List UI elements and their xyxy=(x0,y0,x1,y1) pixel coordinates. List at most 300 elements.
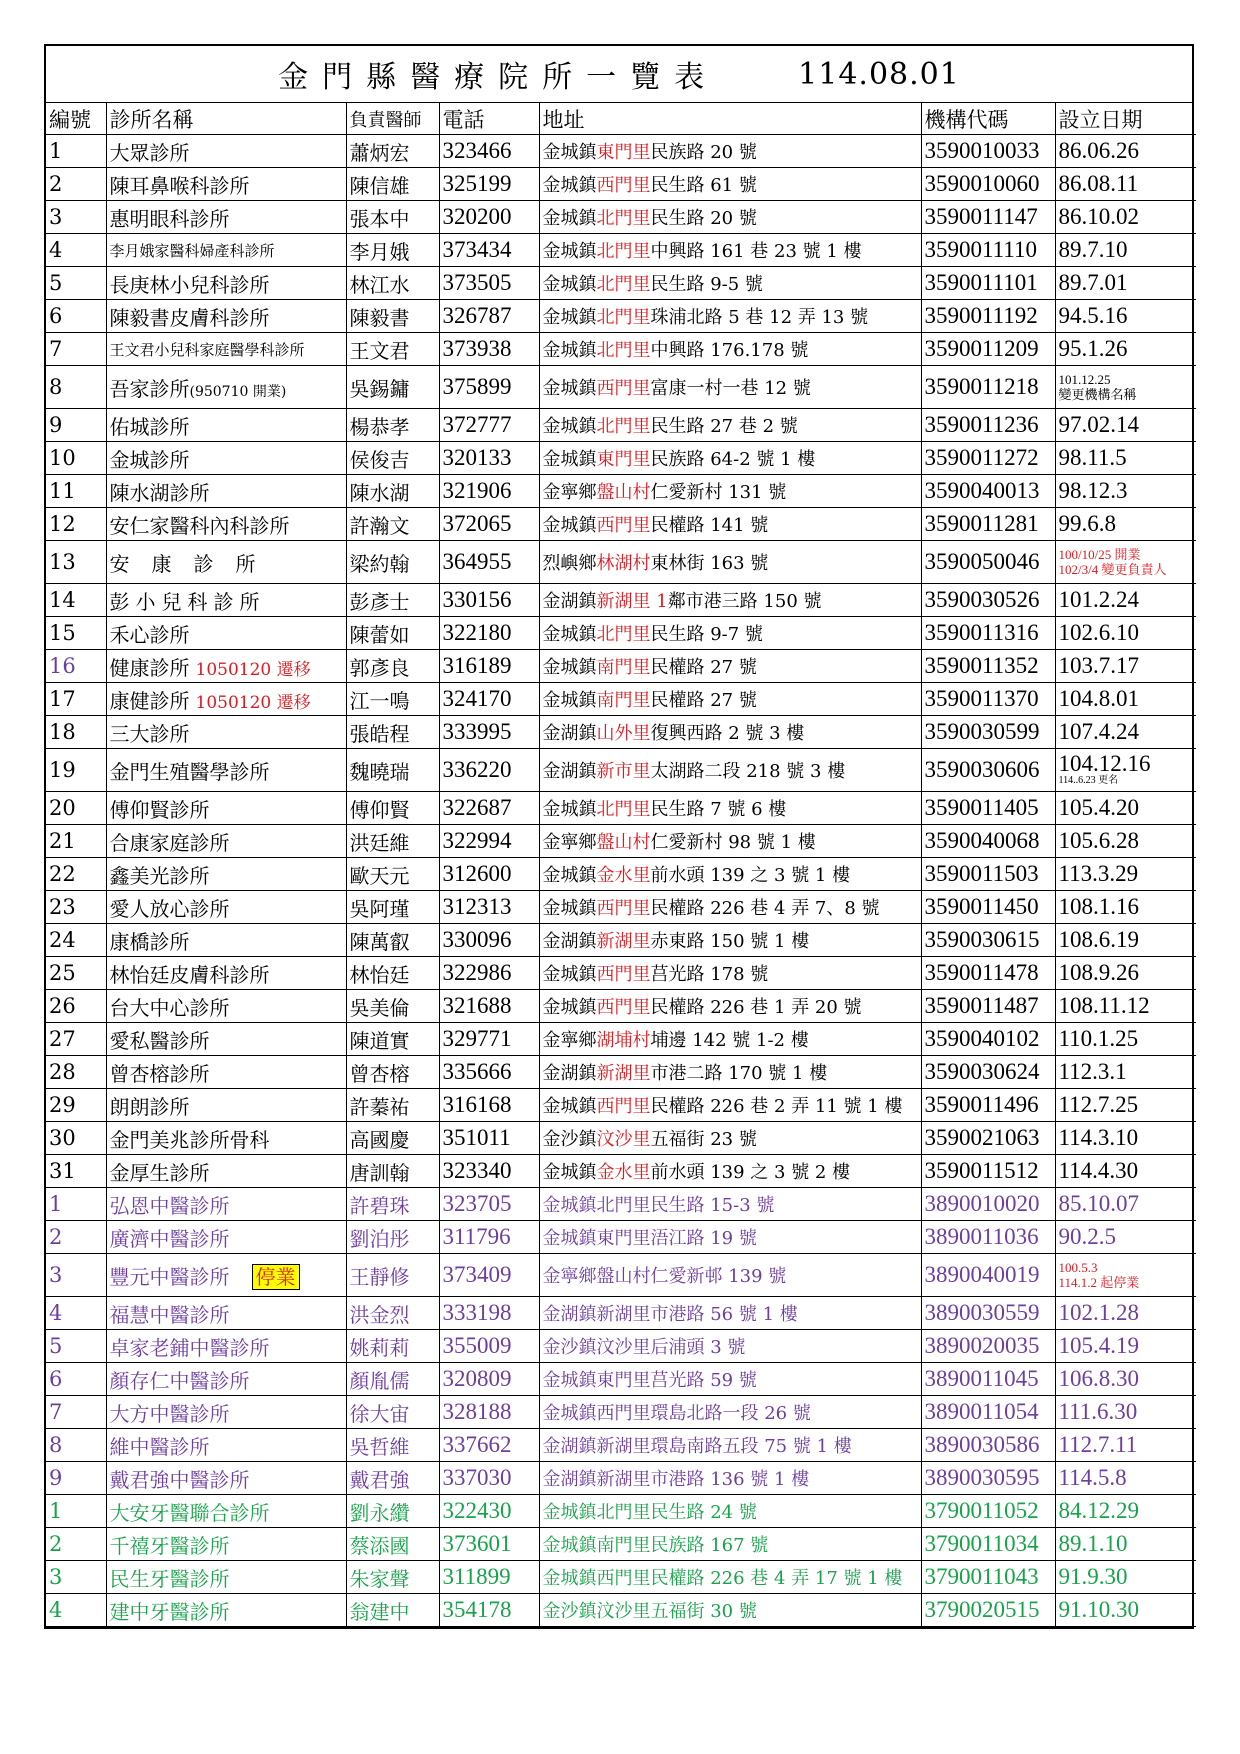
clinic-address xyxy=(539,957,921,990)
address-township: 金寧鄉 xyxy=(542,482,597,503)
clinic-name xyxy=(106,1089,346,1122)
institution-code: 3590011281 xyxy=(921,508,1055,541)
clinic-name xyxy=(106,508,346,541)
phone-number: 373505 xyxy=(439,267,539,300)
established-date-text: 112.7.25 xyxy=(1058,1092,1139,1117)
institution-code: 3590011352 xyxy=(921,650,1055,683)
address-township: 金湖鎮 xyxy=(542,1063,597,1084)
row-no: 9 xyxy=(46,1462,106,1495)
doctor-name: 曾杏榕 xyxy=(346,1056,439,1089)
doctor-name: 吳錫鏞 xyxy=(346,366,439,409)
established-date-text: 86.08.11 xyxy=(1058,171,1139,196)
table-row xyxy=(46,541,1196,584)
clinic-name xyxy=(106,1122,346,1155)
established-date xyxy=(1055,1429,1196,1462)
institution-code: 3590011218 xyxy=(921,366,1055,409)
address-street: 太湖路二段 218 號 3 樓 xyxy=(650,761,846,782)
clinic-name-text: 陳毅書皮膚科診所 xyxy=(109,305,270,330)
clinic-address xyxy=(539,749,921,792)
clinic-name-note: 1050120 遷移 xyxy=(195,692,311,713)
phone-number: 324170 xyxy=(439,683,539,716)
header-date: 設立日期 xyxy=(1055,103,1196,135)
established-date xyxy=(1055,957,1196,990)
established-date-text: 103.7.17 xyxy=(1058,653,1139,678)
established-date xyxy=(1055,749,1196,792)
table-row xyxy=(46,442,1196,475)
established-date-text: 102.1.28 xyxy=(1058,1300,1139,1325)
phone-number: 321688 xyxy=(439,990,539,1023)
clinic-name xyxy=(106,1023,346,1056)
row-no: 31 xyxy=(46,1155,106,1188)
institution-code: 3590010060 xyxy=(921,168,1055,201)
table-row xyxy=(46,475,1196,508)
institution-code: 3590011370 xyxy=(921,683,1055,716)
address-township: 金城鎮 xyxy=(542,416,597,437)
doctor-name: 江一鳴 xyxy=(346,683,439,716)
clinic-name xyxy=(106,792,346,825)
clinic-name-text: 三大診所 xyxy=(109,721,190,746)
phone-number: 326787 xyxy=(439,300,539,333)
title-row xyxy=(46,46,1192,103)
table-row xyxy=(46,650,1196,683)
phone-number: 322687 xyxy=(439,792,539,825)
institution-code: 3590011236 xyxy=(921,409,1055,442)
institution-code: 3590011450 xyxy=(921,891,1055,924)
clinic-name xyxy=(106,333,346,366)
table-row xyxy=(46,990,1196,1023)
doctor-name: 陳水湖 xyxy=(346,475,439,508)
established-date-text: 105.4.19 xyxy=(1058,1333,1139,1358)
clinic-address: 金城鎮南門里民族路 167 號 xyxy=(539,1528,921,1561)
table-row xyxy=(46,234,1196,267)
phone-number: 330156 xyxy=(439,584,539,617)
established-date xyxy=(1055,617,1196,650)
institution-code: 3590011503 xyxy=(921,858,1055,891)
clinic-name-text: 傅仰賢診所 xyxy=(109,797,210,822)
address-village: 湖埔村 xyxy=(596,1030,651,1051)
established-date-text: 112.7.11 xyxy=(1058,1432,1138,1457)
row-no: 25 xyxy=(46,957,106,990)
institution-code: 3590040068 xyxy=(921,825,1055,858)
institution-code: 3590030615 xyxy=(921,924,1055,957)
address-township: 金湖鎮 xyxy=(542,931,597,952)
doctor-name: 侯俊吉 xyxy=(346,442,439,475)
row-no: 17 xyxy=(46,683,106,716)
established-date-text: 101.2.24 xyxy=(1058,587,1139,612)
tcm-table-row xyxy=(46,1363,1196,1396)
header-code: 機構代碼 xyxy=(921,103,1055,135)
clinic-name-note: 1050120 遷移 xyxy=(195,659,311,680)
established-date-text: 114.5.8 xyxy=(1058,1465,1127,1490)
tcm-table-row xyxy=(46,1221,1196,1254)
address-village: 東門里 xyxy=(596,449,651,470)
table-row xyxy=(46,409,1196,442)
established-date-text: 108.1.16 xyxy=(1058,894,1139,919)
phone-number: 323466 xyxy=(439,135,539,168)
established-date-text: 108.11.12 xyxy=(1058,993,1150,1018)
phone-number: 329771 xyxy=(439,1023,539,1056)
address-street: 五福街 23 號 xyxy=(650,1129,757,1150)
institution-code: 3590040102 xyxy=(921,1023,1055,1056)
address-village: 北門里 xyxy=(596,274,651,295)
row-no: 4 xyxy=(46,234,106,267)
table-row xyxy=(46,749,1196,792)
clinic-name-text: 林怡廷皮膚科診所 xyxy=(109,962,270,987)
clinic-address xyxy=(539,300,921,333)
institution-code: 3890030586 xyxy=(921,1429,1055,1462)
row-no: 2 xyxy=(46,1528,106,1561)
established-date-text: 114.3.10 xyxy=(1058,1125,1139,1150)
address-village: 盤山村 xyxy=(596,832,651,853)
address-street: 民生路 20 號 xyxy=(650,208,757,229)
doctor-name: 陳道實 xyxy=(346,1023,439,1056)
row-no: 23 xyxy=(46,891,106,924)
address-township: 金城鎮 xyxy=(542,657,597,678)
address-street: 民族路 20 號 xyxy=(650,142,757,163)
address-township: 金城鎮 xyxy=(542,964,597,985)
phone-number: 321906 xyxy=(439,475,539,508)
established-date xyxy=(1055,1297,1196,1330)
dental-table-row xyxy=(46,1561,1196,1594)
dental-table-row xyxy=(46,1528,1196,1561)
table-row xyxy=(46,617,1196,650)
established-date xyxy=(1055,650,1196,683)
clinic-name xyxy=(106,409,346,442)
row-no: 2 xyxy=(46,1221,106,1254)
phone-number: 355009 xyxy=(439,1330,539,1363)
address-township: 金城鎮 xyxy=(542,378,597,399)
established-date-text: 107.4.24 xyxy=(1058,719,1139,744)
row-no: 3 xyxy=(46,1254,106,1297)
clinic-address xyxy=(539,1155,921,1188)
doctor-name: 洪廷維 xyxy=(346,825,439,858)
address-street: 民權路 27 號 xyxy=(650,657,757,678)
clinic-address xyxy=(539,617,921,650)
established-date xyxy=(1055,234,1196,267)
doctor-name: 蔡添國 xyxy=(346,1528,439,1561)
institution-code: 3590011272 xyxy=(921,442,1055,475)
clinic-name-text: 合康家庭診所 xyxy=(109,830,230,855)
phone-number: 312600 xyxy=(439,858,539,891)
row-no: 27 xyxy=(46,1023,106,1056)
phone-number: 373434 xyxy=(439,234,539,267)
address-street: 民權路 226 巷 4 弄 7、8 號 xyxy=(650,898,880,919)
row-no: 24 xyxy=(46,924,106,957)
address-village: 北門里 xyxy=(596,624,651,645)
table-row xyxy=(46,1122,1196,1155)
address-street: 東林街 163 號 xyxy=(650,553,769,574)
established-date-text: 110.1.25 xyxy=(1058,1026,1139,1051)
institution-code: 3590011192 xyxy=(921,300,1055,333)
established-date-text: 90.2.5 xyxy=(1058,1224,1116,1249)
doctor-name: 吳美倫 xyxy=(346,990,439,1023)
doctor-name: 魏曉瑞 xyxy=(346,749,439,792)
clinic-name-text: 大方中醫診所 xyxy=(109,1401,230,1426)
address-township: 金寧鄉 xyxy=(542,1030,597,1051)
clinic-name-text: 金城診所 xyxy=(109,447,190,472)
address-village: 西門里 xyxy=(596,175,651,196)
phone-number: 312313 xyxy=(439,891,539,924)
address-village: 西門里 xyxy=(596,898,651,919)
row-no: 4 xyxy=(46,1594,106,1627)
doctor-name: 洪金烈 xyxy=(346,1297,439,1330)
institution-code: 3890020035 xyxy=(921,1330,1055,1363)
address-street: 民權路 27 號 xyxy=(650,690,757,711)
address-village: 盤山村 xyxy=(596,482,651,503)
address-street: 埔邊 142 號 1-2 樓 xyxy=(650,1030,809,1051)
header-doctor: 負責醫師 xyxy=(346,103,439,135)
address-township: 金城鎮 xyxy=(542,799,597,820)
institution-code: 3890030595 xyxy=(921,1462,1055,1495)
address-township: 金城鎮 xyxy=(542,340,597,361)
address-street: 民權路 226 巷 1 弄 20 號 xyxy=(650,997,862,1018)
institution-code: 3590011478 xyxy=(921,957,1055,990)
phone-number: 375899 xyxy=(439,366,539,409)
address-village: 山外里 xyxy=(596,723,651,744)
clinic-name-text: 金厚生診所 xyxy=(109,1160,210,1185)
doctor-name: 王文君 xyxy=(346,333,439,366)
institution-code: 3890010020 xyxy=(921,1188,1055,1221)
doctor-name: 高國慶 xyxy=(346,1122,439,1155)
address-township: 金城鎮 xyxy=(542,208,597,229)
address-street: 復興西路 2 號 3 樓 xyxy=(650,723,805,744)
established-date xyxy=(1055,1396,1196,1429)
established-date-text: 104.12.16 xyxy=(1058,751,1151,776)
address-township: 金城鎮 xyxy=(542,690,597,711)
table-row xyxy=(46,508,1196,541)
address-township: 金湖鎮 xyxy=(542,723,597,744)
institution-code: 3790011052 xyxy=(921,1495,1055,1528)
clinic-name-text: 大眾診所 xyxy=(109,140,190,165)
address-township: 金城鎮 xyxy=(542,898,597,919)
established-date-text: 97.02.14 xyxy=(1058,412,1139,437)
clinic-address xyxy=(539,924,921,957)
clinic-name-text: 愛私醫診所 xyxy=(109,1028,210,1053)
established-date xyxy=(1055,201,1196,234)
clinic-name xyxy=(106,1363,346,1396)
clinic-list-sheet xyxy=(44,44,1194,1629)
clinic-name xyxy=(106,1462,346,1495)
table-row xyxy=(46,1023,1196,1056)
clinic-name xyxy=(106,924,346,957)
clinic-name-text: 陳水湖診所 xyxy=(109,480,210,505)
clinic-name xyxy=(106,858,346,891)
address-village: 東門里 xyxy=(596,142,651,163)
established-date-text: 99.6.8 xyxy=(1058,511,1116,536)
clinic-address: 金城鎮西門里民權路 226 巷 4 弄 17 號 1 樓 xyxy=(539,1561,921,1594)
row-no: 30 xyxy=(46,1122,106,1155)
clinic-name xyxy=(106,749,346,792)
doctor-name: 張本中 xyxy=(346,201,439,234)
clinic-address xyxy=(539,858,921,891)
phone-number: 372777 xyxy=(439,409,539,442)
established-date xyxy=(1055,1056,1196,1089)
address-township: 金城鎮 xyxy=(542,865,597,886)
address-street: 富康一村一巷 12 號 xyxy=(650,378,811,399)
address-village: 南門里 xyxy=(596,690,651,711)
institution-code: 3590011147 xyxy=(921,201,1055,234)
row-no: 9 xyxy=(46,409,106,442)
clinic-name xyxy=(106,891,346,924)
doctor-name: 李月娥 xyxy=(346,234,439,267)
established-date xyxy=(1055,1089,1196,1122)
clinic-name xyxy=(106,1396,346,1429)
established-date xyxy=(1055,1363,1196,1396)
row-no: 6 xyxy=(46,300,106,333)
established-date-text: 105.4.20 xyxy=(1058,795,1139,820)
doctor-name: 吳哲維 xyxy=(346,1429,439,1462)
table-row xyxy=(46,825,1196,858)
phone-number: 337030 xyxy=(439,1462,539,1495)
established-date xyxy=(1055,683,1196,716)
clinic-address xyxy=(539,683,921,716)
established-date xyxy=(1055,1023,1196,1056)
established-date xyxy=(1055,1462,1196,1495)
institution-code: 3590050046 xyxy=(921,541,1055,584)
doctor-name: 林江水 xyxy=(346,267,439,300)
institution-code: 3590011487 xyxy=(921,990,1055,1023)
established-date xyxy=(1055,1122,1196,1155)
established-date-text: 86.10.02 xyxy=(1058,204,1139,229)
row-no: 21 xyxy=(46,825,106,858)
clinic-name-text: 顏存仁中醫診所 xyxy=(109,1368,250,1393)
clinic-address: 金湖鎮新湖里市港路 56 號 1 樓 xyxy=(539,1297,921,1330)
doctor-name: 王靜修 xyxy=(346,1254,439,1297)
row-no: 3 xyxy=(46,1561,106,1594)
established-date xyxy=(1055,1188,1196,1221)
table-row xyxy=(46,1155,1196,1188)
clinic-name-note: (950710 開業) xyxy=(189,383,287,400)
row-no: 7 xyxy=(46,1396,106,1429)
institution-code: 3890040019 xyxy=(921,1254,1055,1297)
phone-number: 316168 xyxy=(439,1089,539,1122)
clinic-address xyxy=(539,1023,921,1056)
clinic-name-text: 愛人放心診所 xyxy=(109,896,230,921)
doctor-name: 翁建中 xyxy=(346,1594,439,1627)
address-village: 西門里 xyxy=(596,378,651,399)
established-date-text: 94.5.16 xyxy=(1058,303,1128,328)
doctor-name: 許碧珠 xyxy=(346,1188,439,1221)
clinic-address xyxy=(539,442,921,475)
doctor-name: 林怡廷 xyxy=(346,957,439,990)
clinic-name xyxy=(106,1297,346,1330)
address-street: 赤東路 150 號 1 樓 xyxy=(650,931,810,952)
institution-code: 3590011512 xyxy=(921,1155,1055,1188)
address-village: 北門里 xyxy=(596,241,651,262)
clinic-address: 金沙鎮汶沙里后浦頭 3 號 xyxy=(539,1330,921,1363)
clinic-address xyxy=(539,201,921,234)
phone-number: 373938 xyxy=(439,333,539,366)
phone-number: 323340 xyxy=(439,1155,539,1188)
clinic-name-text: 維中醫診所 xyxy=(109,1434,210,1459)
clinic-name-text: 福慧中醫診所 xyxy=(109,1302,230,1327)
institution-code: 3890030559 xyxy=(921,1297,1055,1330)
doctor-name: 劉永纘 xyxy=(346,1495,439,1528)
phone-number: 325199 xyxy=(439,168,539,201)
clinic-name-text: 安仁家醫科內科診所 xyxy=(109,513,290,538)
established-date xyxy=(1055,792,1196,825)
row-no: 1 xyxy=(46,1495,106,1528)
address-village: 北門里 xyxy=(596,799,651,820)
phone-number: 311796 xyxy=(439,1221,539,1254)
clinic-name-text: 陳耳鼻喉科診所 xyxy=(109,173,250,198)
established-date-text: 89.7.01 xyxy=(1058,270,1128,295)
row-no: 13 xyxy=(46,541,106,584)
established-date-text: 105.6.28 xyxy=(1058,828,1139,853)
institution-code: 3790011043 xyxy=(921,1561,1055,1594)
established-date xyxy=(1055,990,1196,1023)
table-row xyxy=(46,333,1196,366)
doctor-name: 郭彥良 xyxy=(346,650,439,683)
clinic-name-text: 金門生殖醫學診所 xyxy=(109,759,270,784)
clinic-address xyxy=(539,1056,921,1089)
row-no: 22 xyxy=(46,858,106,891)
address-township: 金城鎮 xyxy=(542,241,597,262)
clinic-name xyxy=(106,1188,346,1221)
phone-number: 320200 xyxy=(439,201,539,234)
tcm-table-row xyxy=(46,1188,1196,1221)
clinic-name: 大安牙醫聯合診所 xyxy=(106,1495,346,1528)
established-date xyxy=(1055,300,1196,333)
table-row xyxy=(46,201,1196,234)
clinic-address xyxy=(539,1122,921,1155)
phone-number: 322994 xyxy=(439,825,539,858)
established-date-text: 108.9.26 xyxy=(1058,960,1139,985)
address-township: 金城鎮 xyxy=(542,997,597,1018)
address-village: 金水里 xyxy=(596,865,651,886)
institution-code: 3590021063 xyxy=(921,1122,1055,1155)
established-date xyxy=(1055,333,1196,366)
established-date: 89.1.10 xyxy=(1055,1528,1196,1561)
row-no: 20 xyxy=(46,792,106,825)
address-village: 新湖里 xyxy=(596,1063,651,1084)
address-street: 中興路 161 巷 23 號 1 樓 xyxy=(650,241,862,262)
row-no: 10 xyxy=(46,442,106,475)
clinic-address xyxy=(539,135,921,168)
tcm-table-row xyxy=(46,1297,1196,1330)
established-date-text: 95.1.26 xyxy=(1058,336,1128,361)
clinic-address xyxy=(539,716,921,749)
address-street: 市港二路 170 號 1 樓 xyxy=(650,1063,828,1084)
clinic-address xyxy=(539,475,921,508)
address-township: 金城鎮 xyxy=(542,274,597,295)
clinic-address xyxy=(539,168,921,201)
established-date xyxy=(1055,366,1196,409)
address-street: 民生路 27 巷 2 號 xyxy=(650,416,798,437)
phone-number: 328188 xyxy=(439,1396,539,1429)
table-row xyxy=(46,1089,1196,1122)
clinic-address xyxy=(539,650,921,683)
institution-code: 3590011496 xyxy=(921,1089,1055,1122)
institution-code: 3590030526 xyxy=(921,584,1055,617)
tcm-table-row xyxy=(46,1330,1196,1363)
established-date-text: 100.5.3 xyxy=(1058,1260,1098,1275)
established-date-note: 變更機構名稱 xyxy=(1058,387,1137,402)
clinic-name xyxy=(106,1221,346,1254)
address-township: 金城鎮 xyxy=(542,142,597,163)
address-street: 民生路 61 號 xyxy=(650,175,757,196)
clinic-name-text: 禾心診所 xyxy=(109,622,190,647)
doctor-name: 楊恭孝 xyxy=(346,409,439,442)
header-row xyxy=(46,103,1196,135)
established-date-note: 114..6.23 更名 xyxy=(1058,775,1119,786)
clinic-name xyxy=(106,617,346,650)
clinic-address xyxy=(539,409,921,442)
row-no: 5 xyxy=(46,1330,106,1363)
phone-number: 372065 xyxy=(439,508,539,541)
address-township: 金沙鎮 xyxy=(542,1129,597,1150)
institution-code: 3890011045 xyxy=(921,1363,1055,1396)
